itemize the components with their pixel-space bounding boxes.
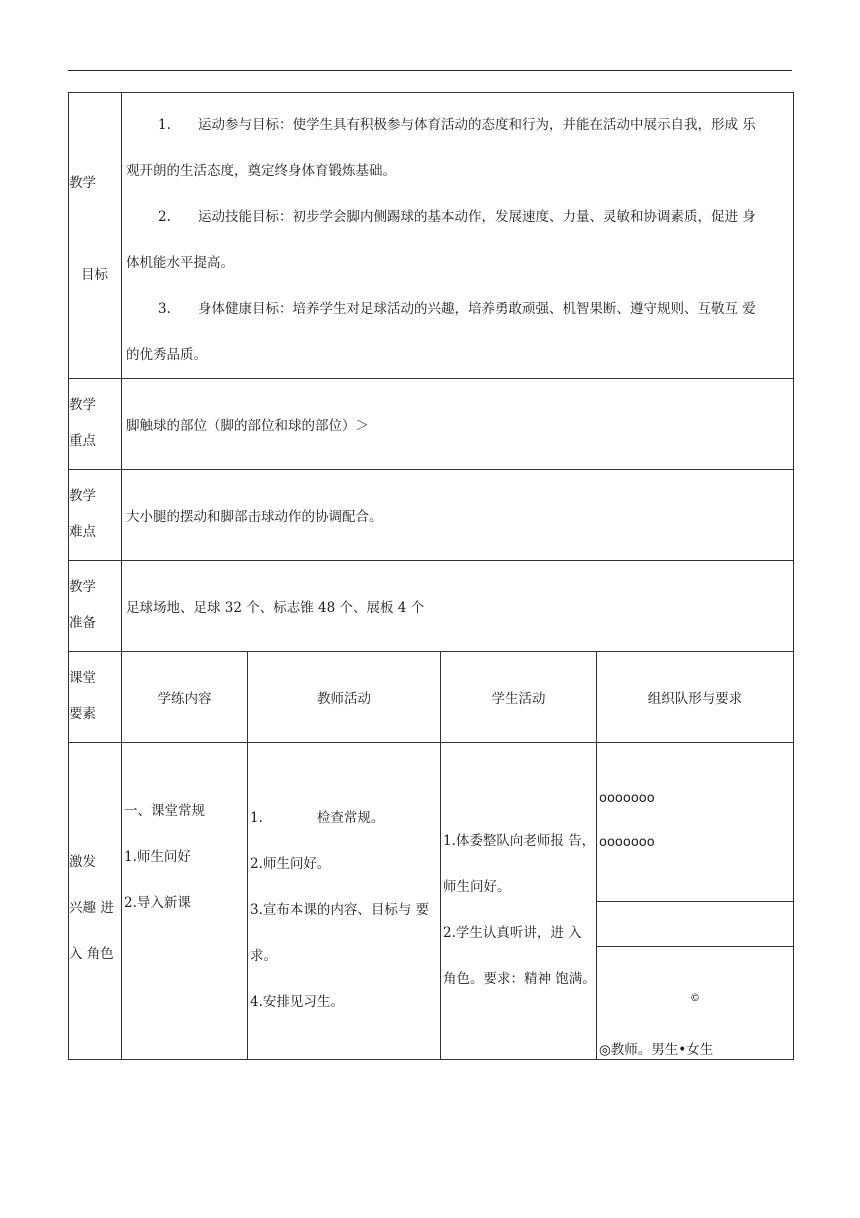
- student-line: 2.学生认真听讲，进 入: [443, 925, 582, 941]
- header-rule: [68, 70, 792, 71]
- lesson-plan-table: [68, 92, 794, 1060]
- label-line: 要素: [69, 706, 96, 722]
- phase-organization: [597, 743, 794, 1060]
- difficulty-row: [69, 470, 794, 561]
- label-line: 教学: [69, 397, 96, 413]
- content-line: 2.导入新课: [124, 895, 191, 911]
- label-line: 入 角色: [69, 946, 114, 962]
- goals-row: [69, 93, 794, 379]
- goal-item-1: [122, 102, 793, 148]
- student-line: 角色。要求：精神 饱满。: [443, 971, 596, 987]
- goal-num: 3.: [158, 301, 171, 317]
- prep-row: [69, 561, 794, 652]
- goals-label: [69, 93, 122, 379]
- phase-teacher: [248, 743, 441, 1060]
- formation-row: ooooooo: [599, 835, 655, 850]
- teacher-line: 求。: [250, 948, 277, 964]
- key-point-text: 脚触球的部位（脚的部位和球的部位）＞: [122, 379, 794, 470]
- student-line: 师生问好。: [443, 879, 511, 895]
- difficulty-label: [69, 470, 122, 561]
- key-point-row: [69, 379, 794, 470]
- teacher-line: 3.宣布本课的内容、目标与 要: [250, 902, 430, 918]
- label-line: 教学: [69, 579, 96, 595]
- content-line: 1.师生问好: [124, 849, 191, 865]
- header-content: 学练内容: [122, 652, 248, 743]
- goal-num: 2.: [158, 209, 171, 225]
- goals-content: [122, 93, 794, 379]
- header-teacher: 教师活动: [248, 652, 441, 743]
- teacher-line: 4.安排见习生。: [250, 994, 344, 1010]
- goal-line: 运动技能目标：初步学会脚内侧踢球的基本动作，发展速度、力量、灵敏和协调素质，促进 身: [198, 209, 756, 225]
- goal-item-2: [122, 194, 793, 240]
- phase-student: [441, 743, 597, 1060]
- prep-text: 足球场地、足球 32 个、标志锥 48 个、展板 4 个: [122, 561, 794, 652]
- label-line: 教学: [69, 488, 96, 504]
- key-point-label: [69, 379, 122, 470]
- difficulty-text: 大小腿的摆动和脚部击球动作的协调配合。: [122, 470, 794, 561]
- phase-content: [122, 743, 248, 1060]
- teacher-line: 1. 检查常规。: [250, 810, 385, 826]
- goals-label-bottom: 目标: [81, 267, 108, 283]
- teacher-line: 2.师生问好。: [250, 856, 331, 872]
- goal-line: 运动参与目标：使学生具有积极参与体育活动的态度和行为，并能在活动中展示自我，形成 乐: [198, 117, 756, 133]
- formation-row: ooooooo: [599, 791, 655, 806]
- student-line: 1.体委整队向老师报 告，: [443, 833, 596, 849]
- goal-line-cont: 体机能水平提高。: [126, 255, 234, 271]
- phase-row: [69, 743, 794, 1060]
- elements-label: [69, 652, 122, 743]
- header-student: 学生活动: [441, 652, 597, 743]
- prep-label: [69, 561, 122, 652]
- goals-label-top: 教学: [69, 175, 96, 191]
- column-header-row: [69, 652, 794, 743]
- formation-legend: ◎教师。男生•女生: [599, 1042, 714, 1058]
- goal-line: 身体健康目标：培养学生对足球活动的兴趣，培养勇敢顽强、机智果断、遵守规则、互敬互 爱: [198, 301, 756, 317]
- label-line: 兴趣 进: [69, 900, 114, 916]
- goal-num: 1.: [158, 117, 171, 133]
- label-line: 课堂: [69, 670, 96, 686]
- label-line: 准备: [69, 615, 96, 631]
- teacher-mark: ©: [690, 993, 701, 1004]
- header-organization: 组织队形与要求: [597, 652, 794, 743]
- content-line: 一、课堂常规: [124, 803, 205, 819]
- label-line: 难点: [69, 524, 96, 540]
- label-line: 重点: [69, 433, 96, 449]
- goal-line-cont: 的优秀品质。: [126, 347, 207, 363]
- phase-label: [69, 743, 122, 1060]
- goal-line-cont: 观开朗的生活态度，奠定终身体育锻炼基础。: [126, 163, 396, 179]
- label-line: 激发: [69, 854, 96, 870]
- goal-item-3: [122, 286, 793, 332]
